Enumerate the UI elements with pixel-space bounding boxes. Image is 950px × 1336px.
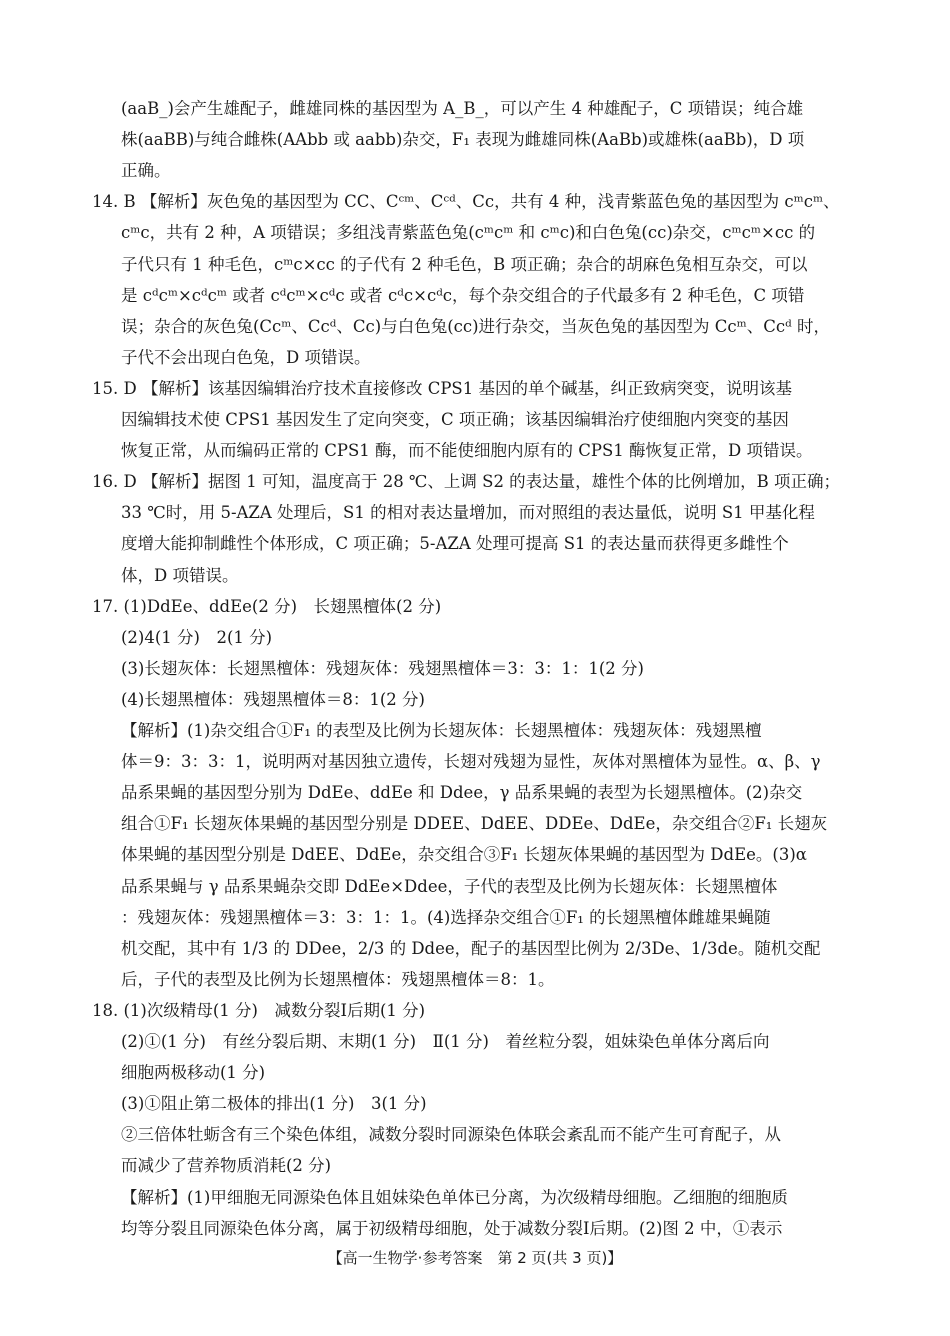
text-line: 33 ℃时，用 5-AZA 处理后，S1 的相对表达量增加，而对照组的表达量低，说明 S1 甲基化程 (121, 503, 815, 523)
text-line: 细胞两极移动(1 分) (121, 1063, 266, 1083)
text-line: 品系果蝇的基因型分别为 DdEe、ddEe 和 Ddee，γ 品系果蝇的表型为长翅黑檀体。(2)杂交 (121, 783, 803, 803)
question-14-line: 14. B 【解析】灰色兔的基因型为 CC、Cᶜᵐ、Cᶜᵈ、Cc，共有 4 种，浅青紫蓝色兔的基因型为 cᵐcᵐ、 (92, 192, 840, 212)
question-16-line: 16. D 【解析】据图 1 可知，温度高于 28 ℃、上调 S2 的表达量，雄性个体的比例增加，B 项正确； (92, 472, 841, 492)
text-line: 【解析】(1)杂交组合①F₁ 的表型及比例为长翅灰体：长翅黑檀体：残翅灰体：残翅黑檀 (121, 721, 762, 740)
text-line: 体＝9：3：3：1，说明两对基因独立遗传，长翅对残翅为显性，灰体对黑檀体为显性。α、β、γ (121, 752, 821, 772)
text-line: ：残翅灰体：残翅黑檀体＝3：3：1：1。(4)选择杂交组合①F₁ 的长翅黑檀体雌雄果蝇随 (121, 907, 771, 927)
page-footer: 【高一生物学·参考答案 第 2 页(共 3 页)】 (327, 1249, 623, 1267)
text-line: ②三倍体牡蛎含有三个染色体组，减数分裂时同源染色体联会紊乱而不能产生可育配子，从 (121, 1125, 781, 1145)
text-line: 机交配，其中有 1/3 的 DDee，2/3 的 Ddee，配子的基因型比例为 2/3De、1/3de。随机交配 (121, 938, 821, 958)
text-line: 体果蝇的基因型分别是 DdEE、DdEe，杂交组合③F₁ 长翅灰体果蝇的基因型为 DdEe。(3)α (121, 845, 807, 865)
text-line: 是 cᵈcᵐ×cᵈcᵐ 或者 cᵈcᵐ×cᵈc 或者 cᵈc×cᵈc，每个杂交组合的子代最多有 2 种毛色，C 项错 (121, 285, 805, 305)
text-line: 恢复正常，从而编码正常的 CPS1 酶，而不能使细胞内原有的 CPS1 酶恢复正常，D 项错误。 (121, 441, 813, 461)
text-line: 组合①F₁ 长翅灰体果蝇的基因型分别是 DDEE、DdEE、DDEe、DdEe，杂交组合②F₁ 长翅灰 (121, 814, 828, 834)
question-17-line: 17. (1)DdEe、ddEe(2 分) 长翅黑檀体(2 分) (92, 596, 442, 616)
text-line: (4)长翅黑檀体：残翅黑檀体＝8：1(2 分) (121, 689, 425, 709)
text-line: (3)①阻止第二极体的排出(1 分) 3(1 分) (121, 1094, 427, 1114)
text-line: 子代只有 1 种毛色，cᵐc×cc 的子代有 2 种毛色，B 项正确；杂合的胡麻色兔相互杂交，可以 (121, 254, 808, 274)
text-line: cᵐc，共有 2 种，A 项错误；多组浅青紫蓝色兔(cᵐcᵐ 和 cᵐc)和白色兔(cc)杂交，cᵐcᵐ×cc 的 (121, 223, 816, 243)
question-18-line: 18. (1)次级精母(1 分) 减数分裂Ⅰ后期(1 分) (92, 1000, 426, 1020)
text-line: 因编辑技术使 CPS1 基因发生了定向突变，C 项正确；该基因编辑治疗使细胞内突变的基因 (121, 410, 789, 429)
text-line: 株(aaBB)与纯合雌株(AAbb 或 aabb)杂交，F₁ 表现为雌雄同株(AaBb)或雄株(aaBb)，D 项 (121, 130, 805, 150)
text-line: 品系果蝇与 γ 品系果蝇杂交即 DdEe×Ddee，子代的表型及比例为长翅灰体：长翅黑檀体 (121, 876, 778, 896)
question-15-line: 15. D 【解析】该基因编辑治疗技术直接修改 CPS1 基因的单个碱基，纠正致病突变，说明该基 (92, 378, 792, 398)
text-line: (2)4(1 分) 2(1 分) (121, 627, 273, 647)
text-line: (aaB_)会产生雄配子，雌雄同株的基因型为 A_B_，可以产生 4 种雄配子，C 项错误；纯合雄 (121, 99, 804, 118)
text-line: 体，D 项错误。 (121, 565, 239, 585)
text-line: 后，子代的表型及比例为长翅黑檀体：残翅黑檀体＝8：1。 (121, 969, 555, 989)
text-line: (2)①(1 分) 有丝分裂后期、末期(1 分) Ⅱ(1 分) 着丝粒分裂，姐妹染色单体分离后向 (121, 1032, 770, 1051)
text-line: 【解析】(1)甲细胞无同源染色体且姐妹染色单体已分离，为次级精母细胞。乙细胞的细胞质 (121, 1187, 788, 1207)
text-line: 误；杂合的灰色兔(Ccᵐ、Ccᵈ、Cc)与白色兔(cc)进行杂交，当灰色兔的基因型为 Ccᵐ、Ccᵈ 时， (121, 316, 830, 336)
text-line: (3)长翅灰体：长翅黑檀体：残翅灰体：残翅黑檀体＝3：3：1：1(2 分) (121, 658, 644, 678)
text-line: 均等分裂且同源染色体分离，属于初级精母细胞，处于减数分裂Ⅰ后期。(2)图 2 中，①表示 (121, 1218, 783, 1238)
text-line: 而减少了营养物质消耗(2 分) (121, 1156, 332, 1176)
text-line: 正确。 (121, 161, 171, 181)
text-line: 子代不会出现白色兔，D 项错误。 (121, 347, 371, 367)
text-line: 度增大能抑制雌性个体形成，C 项正确；5-AZA 处理可提高 S1 的表达量而获得更多雌性个 (121, 534, 789, 554)
